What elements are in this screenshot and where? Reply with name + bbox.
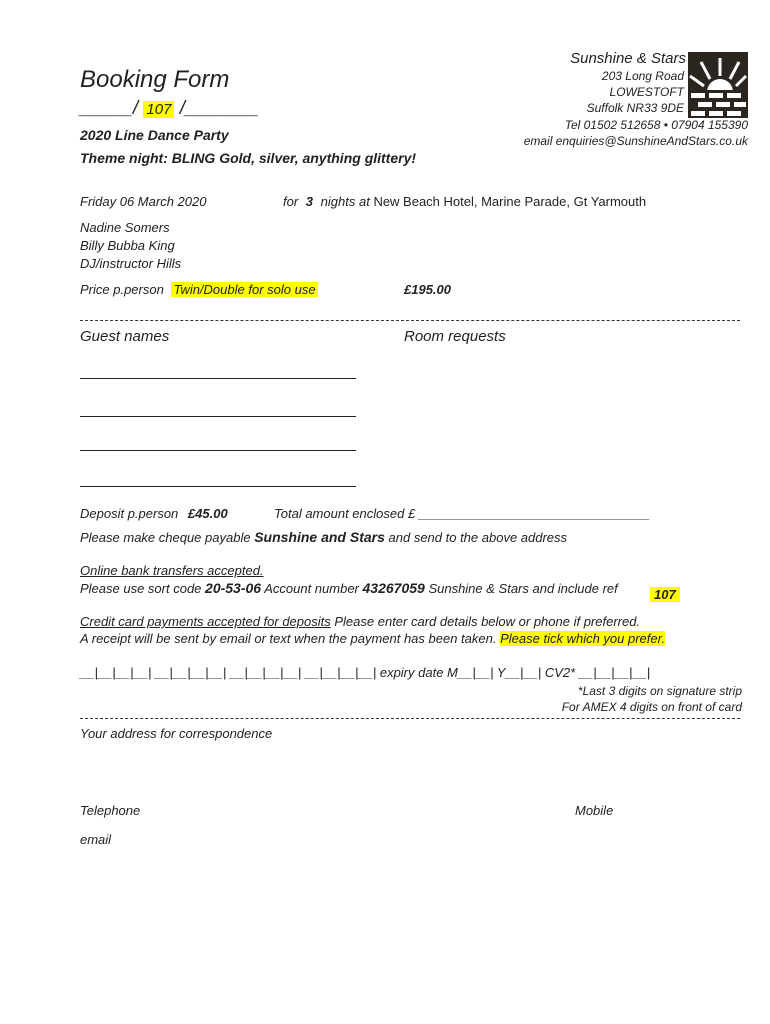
account-label: Account number — [264, 581, 359, 596]
company-name: Sunshine & Stars — [570, 50, 686, 67]
price-label: Price p.person — [80, 282, 164, 297]
sunshine-stars-logo — [688, 52, 748, 118]
price-row — [80, 282, 318, 297]
company-phone: Tel 01502 512658 • 07904 155390 — [564, 118, 748, 132]
event-theme: Theme night: BLING Gold, silver, anything glittery! — [80, 150, 417, 166]
sort-code-label: Please use sort code — [80, 581, 202, 596]
divider — [80, 718, 740, 719]
card-instructions: Please enter card details below or phone if preferred. — [334, 614, 641, 629]
receipt-row — [80, 631, 665, 646]
cheque-payee: Sunshine and Stars — [254, 529, 385, 545]
guest-name-line[interactable] — [80, 416, 356, 417]
ref-suffix: /_______ — [179, 98, 259, 119]
room-requests-label: Room requests — [404, 328, 506, 345]
total-enclosed-field[interactable]: Total amount enclosed £ ________________________________ — [274, 506, 651, 521]
sort-code: 20-53-06 — [205, 580, 262, 596]
deposit-row — [80, 506, 228, 521]
company-address-line3: Suffolk NR33 9DE — [586, 101, 684, 115]
receipt-tick[interactable]: Please tick which you prefer. — [500, 631, 666, 646]
price-value: £195.00 — [404, 282, 451, 297]
event-date: Friday 06 March 2020 — [80, 194, 207, 209]
guest-names-label: Guest names — [80, 328, 170, 345]
guest-name-line[interactable] — [80, 378, 356, 379]
staff-name: Billy Bubba King — [80, 238, 175, 253]
bank-heading: Online bank transfers accepted. — [80, 563, 264, 578]
ref-number: 107 — [143, 101, 174, 118]
bank-suffix: Sunshine & Stars and include ref — [428, 581, 618, 596]
bank-ref: 107 — [650, 587, 680, 602]
booking-reference — [80, 98, 259, 120]
card-heading-row — [80, 614, 640, 629]
cv2-note-1: *Last 3 digits on signature strip — [577, 684, 742, 698]
deposit-label: Deposit p.person — [80, 506, 179, 521]
for-label: for — [283, 194, 299, 209]
address-label: Your address for correspondence — [80, 726, 273, 741]
email-label: email — [80, 832, 112, 847]
company-email: email enquiries@SunshineAndStars.co.uk — [523, 134, 748, 148]
deposit-amount: £45.00 — [187, 506, 228, 521]
mobile-label: Mobile — [575, 803, 614, 818]
event-name: 2020 Line Dance Party — [80, 127, 229, 143]
guest-name-line[interactable] — [80, 450, 356, 451]
company-address-line2: LOWESTOFT — [609, 85, 684, 99]
telephone-label: Telephone — [80, 803, 141, 818]
receipt-text: A receipt will be sent by email or text when the payment has been taken. — [80, 631, 497, 646]
card-number-boxes[interactable]: __|__|__|__| __|__|__|__| __|__|__|__| __|__|__|__| expiry date M__|__| Y__|__| CV2* __|__|__|__| — [80, 665, 651, 680]
venue: New Beach Hotel, Marine Parade, Gt Yarmouth — [373, 194, 647, 209]
account-number: 43267059 — [362, 580, 425, 596]
company-address-line1: 203 Long Road — [601, 69, 684, 83]
room-type: Twin/Double for solo use — [173, 282, 316, 297]
staff-name: Nadine Somers — [80, 220, 170, 235]
cheque-suffix: and send to the above address — [388, 530, 568, 545]
card-heading: Credit card payments accepted for deposits — [80, 614, 331, 629]
cv2-note-2: For AMEX 4 digits on front of card — [561, 700, 742, 714]
divider — [80, 320, 740, 321]
nights-count: 3 — [305, 194, 314, 209]
cheque-prefix: Please make cheque payable — [80, 530, 251, 545]
ref-prefix: _____/ — [80, 98, 139, 119]
bank-details — [80, 580, 618, 596]
staff-name: DJ/instructor Hills — [80, 256, 182, 271]
guest-name-line[interactable] — [80, 486, 356, 487]
cheque-instructions — [80, 529, 567, 545]
nights-label: nights at — [320, 194, 370, 209]
form-title: Booking Form — [80, 66, 230, 93]
stay-details — [283, 194, 646, 209]
